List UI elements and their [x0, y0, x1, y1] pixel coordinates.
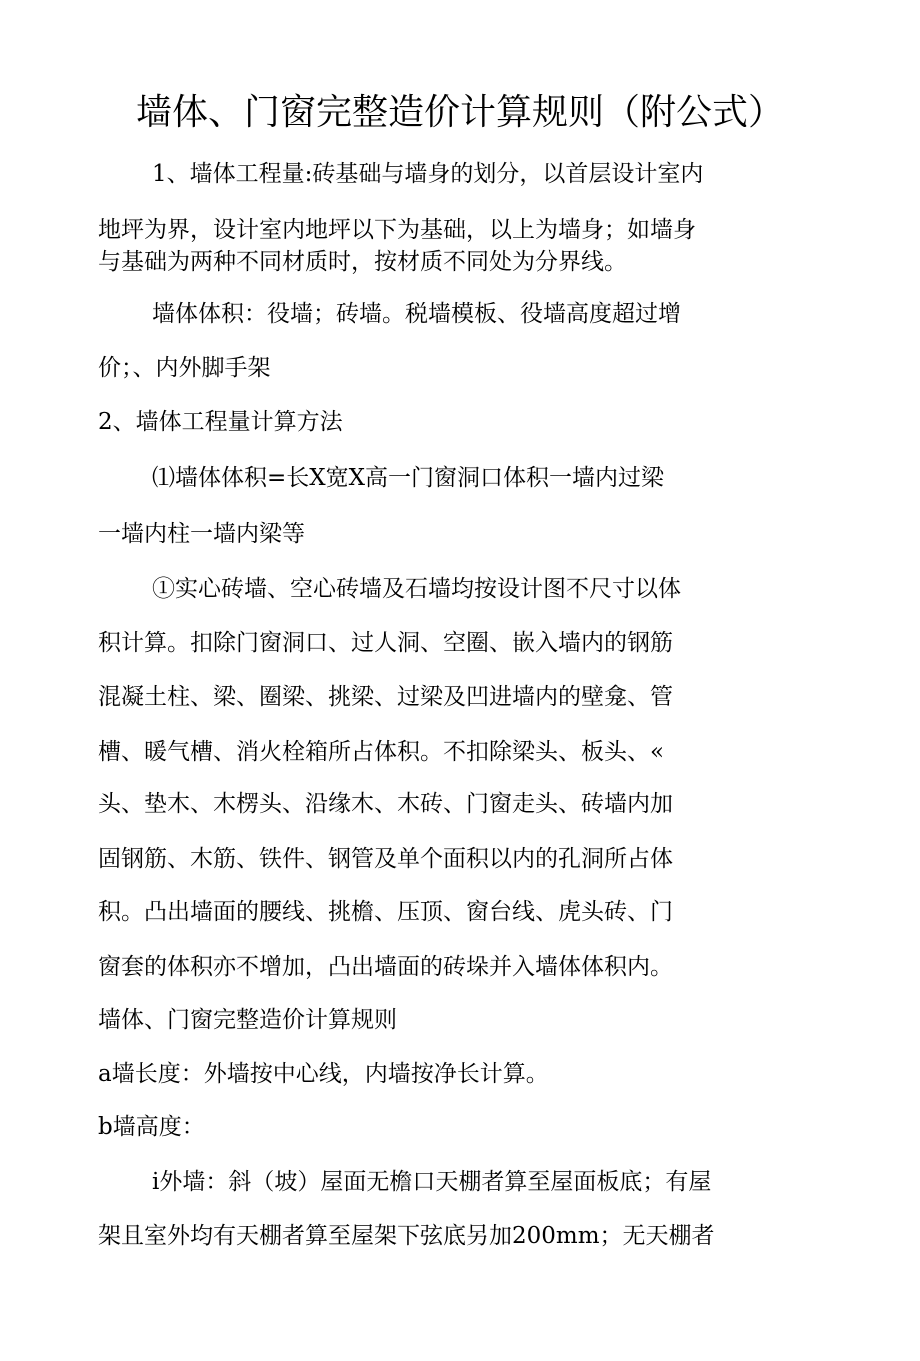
paragraph-line: 混凝土柱、梁、圈梁、挑梁、过梁及凹进墙内的壁龛、管 — [98, 684, 673, 710]
paragraph-line: 槽、暖气槽、消火栓箱所占体积。不扣除梁头、板头、« — [98, 739, 665, 765]
paragraph-line: 固钢筋、木筋、铁件、钢管及单个面积以内的孔洞所占体 — [98, 846, 673, 872]
formula-line: ⑴墙体体积=长X宽X高一门窗洞口体积一墙内过梁 — [152, 465, 665, 491]
paragraph-line: 架且室外均有天棚者算至屋架下弦底另加200mm；无天棚者 — [98, 1223, 715, 1249]
paragraph-line: b墙高度： — [98, 1114, 205, 1140]
section-heading: 2、墙体工程量计算方法 — [98, 409, 343, 435]
paragraph-line: 地坪为界，设计室内地坪以下为基础，以上为墙身；如墙身 — [98, 217, 696, 243]
paragraph-line: 墙体体积：役墙；砖墙。税墙模板、役墙高度超过增 — [152, 301, 681, 327]
paragraph-line: ①实心砖墙、空心砖墙及石墙均按设计图不尺寸以体 — [152, 576, 681, 602]
paragraph-line: 与基础为两种不同材质时，按材质不同处为分界线。 — [98, 249, 627, 275]
paragraph-line: 头、垫木、木楞头、沿缘木、木砖、门窗走头、砖墙内加 — [98, 791, 673, 817]
paragraph-line: i外墙：斜（坡）屋面无檐口天棚者算至屋面板底；有屋 — [152, 1169, 712, 1195]
paragraph-line: 价；、内外脚手架 — [98, 355, 271, 381]
paragraph-line: 积计算。扣除门窗洞口、过人洞、空圈、嵌入墙内的钢筋 — [98, 630, 673, 656]
paragraph-line: 积。凸出墙面的腰线、挑檐、压顶、窗台线、虎头砖、门 — [98, 899, 673, 925]
paragraph-line: 1、墙体工程量:砖基础与墙身的划分，以首层设计室内 — [152, 161, 704, 187]
document-title: 墙体、门窗完整造价计算规则（附公式） — [135, 92, 784, 133]
formula-line: 一墙内柱一墙内梁等 — [98, 521, 305, 547]
paragraph-line: 窗套的体积亦不增加，凸出墙面的砖垛并入墙体体积内。 — [98, 954, 673, 980]
paragraph-line: a墙长度：外墙按中心线，内墙按净长计算。 — [98, 1061, 549, 1087]
section-heading: 墙体、门窗完整造价计算规则 — [98, 1007, 397, 1033]
